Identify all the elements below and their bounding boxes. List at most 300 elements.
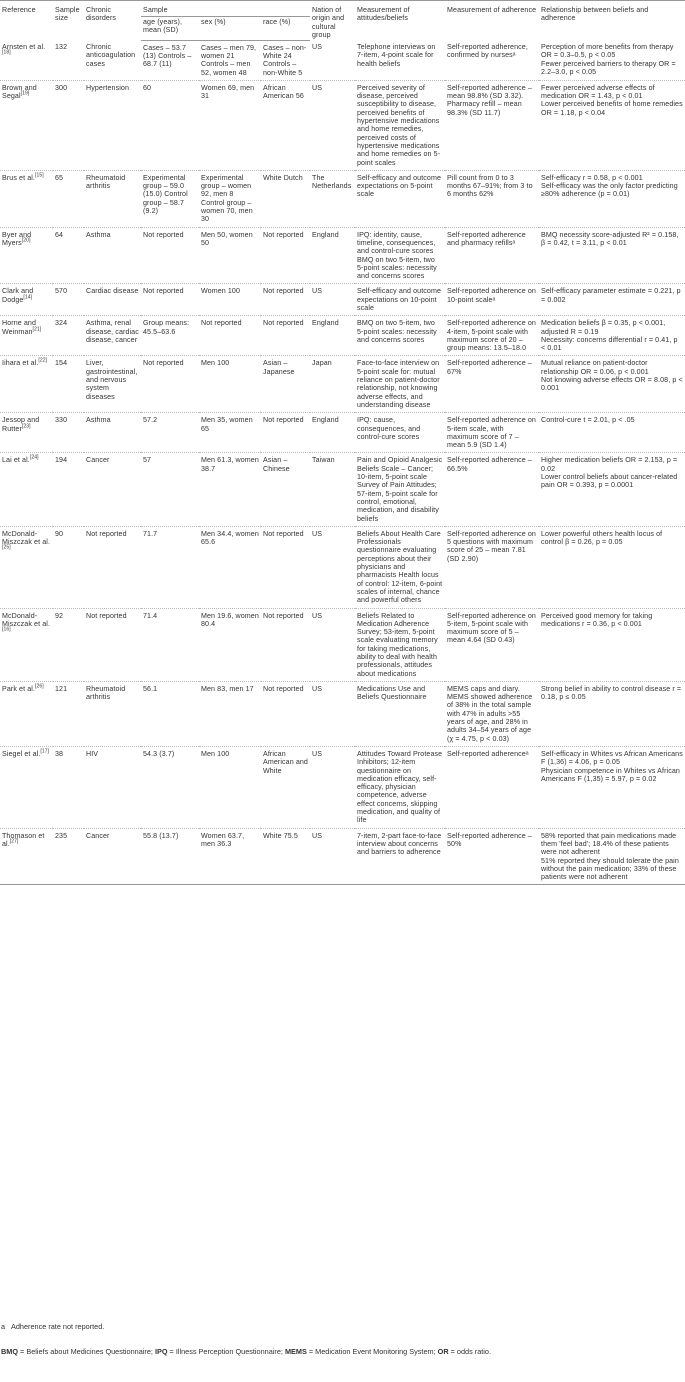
relationship-cell — [539, 40, 685, 80]
sample-size-cell — [53, 316, 84, 356]
disorders-cell — [84, 608, 141, 681]
age-cell — [141, 681, 199, 746]
adherence-cell — [445, 608, 539, 681]
beliefs-cell — [355, 608, 445, 681]
race-cell-text: White 75.5 — [263, 831, 298, 840]
adherence-cell-text: Self-reported adherence – 66.5% — [447, 456, 532, 473]
age-cell-text: Cases – 53.7 (13) Controls – 68.7 (11) — [143, 43, 192, 69]
reference-citation: [15] — [35, 172, 44, 179]
beliefs-cell — [355, 828, 445, 885]
reference-cell — [0, 227, 53, 284]
relationship-cell-text: 58% reported that pain medications made them 'feel bad'; 18.4% of these patients were not adherent 51% reported they should tolerate the pain without the pain medication; 33% of these patients were not adherent — [541, 831, 679, 882]
sex-cell-text: Women 100 — [201, 287, 241, 296]
relationship-cell — [539, 227, 685, 284]
beliefs-cell — [355, 80, 445, 170]
adherence-cell — [445, 170, 539, 227]
race-cell — [261, 284, 310, 316]
relationship-cell-text: Self-efficacy in Whites vs African Americans F (1,36) = 4.06, p = 0.05 Physician competence in Whites vs African Americans F (1,35) = 5.97, p = 0.02 — [541, 749, 683, 783]
sex-cell-text: Men 100 — [201, 749, 230, 758]
age-cell — [141, 453, 199, 526]
reference-citation: [18] — [2, 50, 11, 57]
adherence-cell-text: Pill count from 0 to 3 months 67–91%; from 3 to 6 months 62% — [447, 173, 533, 199]
race-cell-text: Not reported — [263, 529, 304, 538]
relationship-cell — [539, 413, 685, 453]
relationship-cell-text: Perception of more benefits from therapy OR = 0.3–0.5, p < 0.05 Fewer perceived barriers to therapy OR = 2.2–3.0, p < 0.05 — [541, 43, 676, 77]
race-cell-text: White Dutch — [263, 173, 303, 182]
nation-cell — [310, 284, 355, 316]
reference-citation: [14] — [23, 294, 33, 301]
beliefs-cell — [355, 356, 445, 413]
race-cell — [261, 453, 310, 526]
disorders-cell — [84, 828, 141, 885]
age-cell-text: Group means: 45.5–63.6 — [143, 319, 190, 336]
sample-size-cell-text: 65 — [55, 173, 64, 182]
reference-citation: [20] — [21, 237, 31, 244]
sample-size-cell — [53, 746, 84, 828]
sex-cell — [199, 227, 261, 284]
footnote-adherence — [1, 1322, 685, 1331]
reference-citation: [27] — [9, 838, 19, 845]
race-cell-text: Asian – Japanese — [263, 359, 295, 376]
header-sample: Sample — [141, 1, 310, 17]
race-cell-text: Not reported — [263, 230, 304, 239]
sample-size-cell-text: 92 — [55, 611, 64, 620]
reference-cell — [0, 80, 53, 170]
sample-size-cell — [53, 413, 84, 453]
table-row — [0, 356, 685, 413]
beliefs-cell — [355, 170, 445, 227]
adherence-cell-text: Self-reported adherence on 4-item, 5-point scale with maximum score of 20 – group means: 13.5–18.0 — [447, 319, 536, 353]
age-cell-text: 71.4 — [143, 611, 158, 620]
disorders-cell — [84, 356, 141, 413]
sex-cell — [199, 681, 261, 746]
nation-cell-text: Japan — [312, 359, 332, 368]
nation-cell — [310, 526, 355, 608]
table-row — [0, 608, 685, 681]
disorders-cell-text: Chronic anticoagulation cases — [86, 43, 136, 68]
beliefs-cell — [355, 746, 445, 828]
sex-cell — [199, 828, 261, 885]
reference-cell — [0, 681, 53, 746]
age-cell — [141, 284, 199, 316]
header-sample-size: Sample size — [53, 1, 84, 41]
reference-cell-text: McDonald-Miszczak et al. — [2, 611, 51, 628]
adherence-cell — [445, 413, 539, 453]
abbreviations-note — [1, 1347, 685, 1356]
sex-cell-text: Men 35, women 65 — [201, 416, 253, 433]
beliefs-cell — [355, 413, 445, 453]
age-cell-text: Not reported — [143, 359, 184, 368]
beliefs-cell-text: Telephone interviews on 7-item, 4-point scale for health beliefs — [357, 43, 436, 68]
reference-cell — [0, 746, 53, 828]
beliefs-cell-text: Face-to-face interview on 5-point scale for: mutual reliance on patient-doctor relationship, not knowing adverse effects, and understanding disease — [357, 359, 440, 409]
race-cell — [261, 356, 310, 413]
footnote-letter: a — [1, 1322, 6, 1331]
reference-cell-text: McDonald-Miszczak et al. — [2, 529, 51, 547]
adherence-cell-text: Self-reported adherence – 50% — [447, 831, 532, 848]
header-beliefs: Measurement of attitudes/beliefs — [355, 1, 445, 41]
reference-cell — [0, 284, 53, 316]
nation-cell-text: England — [312, 319, 339, 328]
reference-cell-text: Brus et al. — [2, 173, 36, 182]
reference-cell-text: Siegel et al. — [2, 749, 41, 758]
adherence-cell-text: Self-reported adherence and pharmacy refillsᵃ — [447, 230, 526, 247]
beliefs-cell — [355, 284, 445, 316]
table-row — [0, 453, 685, 526]
relationship-cell — [539, 170, 685, 227]
nation-cell-text: England — [312, 416, 339, 425]
sample-size-cell — [53, 681, 84, 746]
sample-size-cell — [53, 608, 84, 681]
age-cell-text: 55.8 (13.7) — [143, 831, 179, 840]
abbr-or-text: = odds ratio. — [448, 1347, 491, 1356]
race-cell — [261, 227, 310, 284]
adherence-cell — [445, 681, 539, 746]
nation-cell-text: England — [312, 230, 339, 239]
nation-cell-text: US — [312, 529, 323, 538]
sex-cell-text: Cases – men 79, women 21 Controls – men 52, women 48 — [201, 43, 257, 77]
abbr-ipq-text: = Illness Perception Questionnaire; — [167, 1347, 285, 1356]
sex-cell — [199, 170, 261, 227]
relationship-cell-text: Mutual reliance on patient-doctor relationship OR = 0.06, p < 0.001 Not knowing adverse effects OR = 8.08, p < 0.001 — [541, 359, 683, 393]
race-cell-text: Not reported — [263, 416, 304, 425]
disorders-cell-text: Liver, gastrointestinal, and nervous system diseases — [86, 359, 138, 401]
nation-cell — [310, 356, 355, 413]
beliefs-cell — [355, 40, 445, 80]
abbr-bmq-text: = Beliefs about Medicines Questionnaire; — [18, 1347, 155, 1356]
reference-cell-text: Clark and Dodge — [2, 287, 34, 304]
table-row — [0, 526, 685, 608]
abbr-mems: MEMS — [284, 1347, 307, 1356]
relationship-cell — [539, 526, 685, 608]
race-cell-text: African American and White — [263, 749, 308, 775]
beliefs-cell-text: Self-efficacy and outcome expectations on 10-point scale — [357, 287, 442, 312]
sample-size-cell-text: 330 — [55, 416, 68, 425]
sex-cell-text: Men 50, women 50 — [201, 230, 253, 247]
reference-citation: [21] — [32, 326, 42, 333]
adherence-cell — [445, 284, 539, 316]
relationship-cell — [539, 453, 685, 526]
disorders-cell-text: Not reported — [86, 529, 127, 538]
beliefs-cell — [355, 453, 445, 526]
reference-cell-text: Arnsten et al. — [2, 43, 46, 52]
relationship-cell — [539, 608, 685, 681]
reference-citation: [25] — [2, 545, 11, 552]
reference-cell — [0, 608, 53, 681]
sex-cell-text: Men 100 — [201, 359, 230, 368]
race-cell-text: Cases – non-White 24 Controls – non-White 5 — [263, 43, 307, 77]
reference-citation: [16] — [2, 626, 11, 633]
race-cell — [261, 608, 310, 681]
race-cell — [261, 40, 310, 80]
header-adherence: Measurement of adherence — [445, 1, 539, 41]
adherence-cell-text: Self-reported adherenceᵃ — [447, 749, 529, 758]
age-cell — [141, 170, 199, 227]
reference-cell-text: Brown and Segal — [2, 83, 37, 101]
relationship-cell-text: BMQ necessity score-adjusted R² = 0.158, β = 0.42, t = 3.11, p < 0.01 — [541, 230, 679, 247]
nation-cell — [310, 453, 355, 526]
sample-size-cell — [53, 828, 84, 885]
reference-cell-text: Lai et al. — [2, 456, 30, 465]
relationship-cell — [539, 80, 685, 170]
disorders-cell-text: Asthma, renal disease, cardiac disease, cancer — [86, 319, 139, 344]
disorders-cell — [84, 453, 141, 526]
age-cell-text: Experimental group – 59.0 (15.0) Control group – 58.7 (9.2) — [143, 173, 188, 216]
race-cell-text: Not reported — [263, 319, 304, 328]
reference-cell-text: Jessop and Rutter — [2, 416, 40, 433]
age-cell — [141, 746, 199, 828]
header-row — [0, 1, 685, 17]
table-row — [0, 170, 685, 227]
sample-size-cell-text: 154 — [55, 359, 68, 368]
disorders-cell — [84, 746, 141, 828]
age-cell-text: Not reported — [143, 287, 184, 296]
table-row — [0, 413, 685, 453]
race-cell — [261, 746, 310, 828]
nation-cell-text: US — [312, 83, 323, 92]
nation-cell — [310, 746, 355, 828]
sex-cell-text: Men 61.3, women 38.7 — [201, 456, 259, 473]
sex-cell — [199, 413, 261, 453]
sample-size-cell — [53, 40, 84, 80]
relationship-cell-text: Strong belief in ability to control disease r = 0.18, p ≤ 0.05 — [541, 684, 682, 702]
beliefs-cell-text: IPQ: cause, consequences, and control-cure scores — [357, 416, 421, 441]
nation-cell — [310, 227, 355, 284]
sample-size-cell — [53, 526, 84, 608]
sex-cell — [199, 356, 261, 413]
table-row — [0, 316, 685, 356]
relationship-cell — [539, 284, 685, 316]
disorders-cell — [84, 413, 141, 453]
table-row — [0, 746, 685, 828]
sample-size-cell-text: 121 — [55, 684, 68, 693]
header-relationship: Relationship between beliefs and adherence — [539, 1, 685, 41]
table-body — [0, 40, 685, 885]
disorders-cell-text: Asthma — [86, 416, 111, 425]
header-race: race (%) — [261, 17, 310, 41]
disorders-cell-text: Cancer — [86, 831, 110, 840]
relationship-cell-text: Self-efficacy r = 0.58, p < 0.001 Self-efficacy was the only factor predicting ≥80% adherence (p = 0.01) — [541, 173, 678, 199]
adherence-cell — [445, 453, 539, 526]
disorders-cell-text: Cancer — [86, 456, 110, 465]
sex-cell — [199, 608, 261, 681]
adherence-cell — [445, 80, 539, 170]
race-cell-text: Not reported — [263, 684, 304, 693]
disorders-cell-text: Rheumatoid arthritis — [86, 684, 126, 702]
sex-cell-text: Women 69, men 31 — [201, 83, 255, 101]
sex-cell — [199, 746, 261, 828]
table-row — [0, 40, 685, 80]
age-cell — [141, 608, 199, 681]
disorders-cell-text: Rheumatoid arthritis — [86, 173, 126, 191]
reference-cell-text: Horne and Weinman — [2, 319, 37, 336]
reference-cell-text: Park et al. — [2, 684, 36, 693]
adherence-cell — [445, 828, 539, 885]
header-age: age (years), mean (SD) — [141, 17, 199, 41]
nation-cell — [310, 413, 355, 453]
disorders-cell-text: Not reported — [86, 611, 127, 620]
beliefs-cell-text: Beliefs About Health Care Professionals questionnaire evaluating perceptions about their physicians and pharmacists Health locus of control: 12-item, 6-point scales of internal, chance and powerful others — [357, 529, 443, 605]
sample-size-cell-text: 235 — [55, 831, 68, 840]
nation-cell-text: The Netherlands — [312, 173, 352, 191]
relationship-cell-text: Lower powerful others health locus of control β = 0.26, p = 0.05 — [541, 529, 663, 547]
beliefs-cell — [355, 526, 445, 608]
table-row — [0, 227, 685, 284]
sample-size-cell — [53, 80, 84, 170]
relationship-cell — [539, 681, 685, 746]
age-cell — [141, 80, 199, 170]
age-cell-text: 56.1 — [143, 684, 158, 693]
adherence-cell-text: Self-reported adherence on 10-point scaleᵃ — [447, 287, 536, 304]
nation-cell-text: US — [312, 611, 323, 620]
beliefs-cell-text: Pain and Opioid Analgesic Beliefs Scale – Cancer; 10-item, 5-point scale Survey of Pain Attitudes; 57-item, 5-point scale for control, emotional, medication, and disability beliefs — [357, 456, 443, 523]
nation-cell — [310, 608, 355, 681]
sex-cell-text: Women 63.7, men 36.3 — [201, 831, 245, 848]
reference-cell — [0, 40, 53, 80]
beliefs-cell-text: Medications Use and Beliefs Questionnaire — [357, 684, 427, 702]
adherence-cell-text: Self-reported adherence, confirmed by nursesᵃ — [447, 43, 528, 60]
abbr-mems-text: = Medication Event Monitoring System; — [306, 1347, 438, 1356]
reference-cell — [0, 453, 53, 526]
header-sex: sex (%) — [199, 17, 261, 41]
relationship-cell — [539, 356, 685, 413]
age-cell — [141, 526, 199, 608]
beliefs-cell-text: Perceived severity of disease, perceived susceptibility to disease, perceived benefits of hypertensive medications and home remedies, perceived costs of hypertensive medications and home remedies on 5-point scales — [357, 83, 441, 167]
nation-cell — [310, 681, 355, 746]
nation-cell — [310, 170, 355, 227]
beliefs-cell — [355, 227, 445, 284]
adherence-cell — [445, 227, 539, 284]
relationship-cell — [539, 828, 685, 885]
reference-cell — [0, 828, 53, 885]
race-cell-text: Not reported — [263, 611, 304, 620]
age-cell — [141, 828, 199, 885]
age-cell-text: 57 — [143, 456, 152, 465]
sex-cell — [199, 453, 261, 526]
relationship-cell — [539, 746, 685, 828]
age-cell — [141, 356, 199, 413]
sample-size-cell — [53, 227, 84, 284]
table-row — [0, 681, 685, 746]
sample-size-cell-text: 570 — [55, 287, 68, 296]
table-row — [0, 828, 685, 885]
relationship-cell-text: Self-efficacy parameter estimate = 0.221, p = 0.002 — [541, 287, 681, 304]
sex-cell-text: Not reported — [201, 319, 242, 328]
race-cell-text: Asian – Chinese — [263, 456, 290, 473]
adherence-cell-text: Self-reported adherence on 5-item scale, with maximum score of 7 – mean 5.9 (SD 1.4) — [447, 416, 536, 450]
reference-cell-text: Byer and Myers — [2, 230, 32, 247]
sex-cell-text: Men 83, men 17 — [201, 684, 254, 693]
reference-cell — [0, 316, 53, 356]
sex-cell — [199, 316, 261, 356]
age-cell-text: 60 — [143, 83, 152, 92]
adherence-cell-text: Self-reported adherence on 5-item, 5-point scale with maximum score of 5 – mean 4.64 (SD 0.43) — [447, 611, 536, 645]
age-cell — [141, 40, 199, 80]
beliefs-cell-text: BMQ on two 5-item, two 5-point scales: necessity and concerns scores — [357, 319, 437, 344]
race-cell — [261, 828, 310, 885]
sample-size-cell-text: 64 — [55, 230, 64, 239]
age-cell-text: 71.7 — [143, 529, 158, 538]
reference-citation: [22] — [38, 358, 48, 365]
reference-cell — [0, 526, 53, 608]
race-cell — [261, 413, 310, 453]
race-cell — [261, 80, 310, 170]
disorders-cell — [84, 284, 141, 316]
sex-cell-text: Men 19.6, women 80.4 — [201, 611, 259, 628]
table-row — [0, 80, 685, 170]
race-cell — [261, 316, 310, 356]
age-cell — [141, 413, 199, 453]
adherence-cell-text: Self-reported adherence – 67% — [447, 359, 532, 376]
adherence-cell-text: Self-reported adherence on 5 questions with maximum score of 25 – mean 7.81 (SD 2.90) — [447, 529, 536, 563]
relationship-cell-text: Perceived good memory for taking medications r = 0.36, p < 0.001 — [541, 611, 653, 628]
reference-cell — [0, 170, 53, 227]
abbr-ipq: IPQ — [154, 1347, 168, 1356]
nation-cell-text: US — [312, 43, 323, 52]
nation-cell-text: Taiwan — [312, 456, 335, 465]
disorders-cell — [84, 40, 141, 80]
header-chronic-disorders: Chronic disorders — [84, 1, 141, 41]
beliefs-cell — [355, 316, 445, 356]
sample-size-cell-text: 194 — [55, 456, 68, 465]
nation-cell — [310, 80, 355, 170]
race-cell — [261, 526, 310, 608]
disorders-cell — [84, 80, 141, 170]
race-cell — [261, 170, 310, 227]
sex-cell — [199, 80, 261, 170]
sample-size-cell-text: 132 — [55, 43, 68, 52]
relationship-cell — [539, 316, 685, 356]
nation-cell-text: US — [312, 831, 323, 840]
header-nation: Nation of origin and cultural group — [310, 1, 355, 41]
nation-cell — [310, 316, 355, 356]
header-reference: Reference — [0, 1, 53, 41]
reference-citation: [26] — [35, 683, 44, 690]
disorders-cell-text: Hypertension — [86, 83, 129, 92]
sex-cell-text: Men 34.4, women 65.6 — [201, 529, 259, 547]
sample-size-cell — [53, 453, 84, 526]
beliefs-cell-text: 7-item, 2-part face-to-face interview about concerns and barriers to adherence — [357, 831, 442, 857]
relationship-cell-text: Control-cure t = 2.01, p < .05 — [541, 416, 635, 425]
sample-size-cell — [53, 170, 84, 227]
reference-citation: [23] — [21, 423, 31, 430]
reference-citation: [24] — [29, 455, 39, 462]
adherence-cell — [445, 316, 539, 356]
sample-size-cell-text: 300 — [55, 83, 68, 92]
disorders-cell-text: HIV — [86, 749, 99, 758]
footnote-text: Adherence rate not reported. — [11, 1322, 105, 1331]
sample-size-cell — [53, 356, 84, 413]
nation-cell — [310, 40, 355, 80]
race-cell — [261, 681, 310, 746]
abbr-or: OR — [437, 1347, 449, 1356]
relationship-cell-text: Fewer perceived adverse effects of medication OR = 1.43, p < 0.01 Lower perceived benefits of home remedies OR = 1.18, p < 0.04 — [541, 83, 683, 117]
age-cell-text: 57.2 — [143, 416, 158, 425]
relationship-cell-text: Medication beliefs β = 0.35, p < 0.001, adjusted R = 0.19 Necessity: concerns differential r = 0.41, p < 0.01 — [541, 319, 678, 353]
nation-cell-text: US — [312, 749, 323, 758]
sex-cell — [199, 284, 261, 316]
nation-cell-text: US — [312, 287, 323, 296]
age-cell — [141, 316, 199, 356]
beliefs-cell — [355, 681, 445, 746]
abbr-bmq: BMQ — [1, 1347, 19, 1356]
nation-cell — [310, 828, 355, 885]
race-cell-text: Not reported — [263, 287, 304, 296]
disorders-cell — [84, 316, 141, 356]
adherence-cell-text: MEMS caps and diary. MEMS showed adherence of 38% in the total sample with 47% in adults >55 years of age, and 28% in adults 34–54 years of age (χ = 4.75, p < 0.03) — [447, 684, 533, 743]
table-row — [0, 284, 685, 316]
age-cell-text: Not reported — [143, 230, 184, 239]
